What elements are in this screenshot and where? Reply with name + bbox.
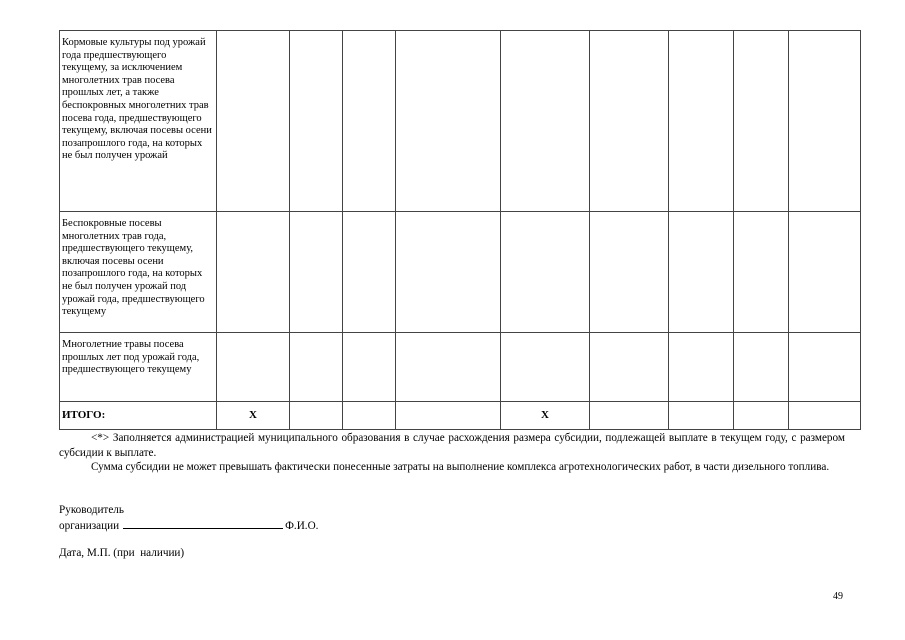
date-line: Дата, М.П. (при наличии) <box>59 547 185 559</box>
signer-title-line2: организации <box>59 519 120 532</box>
table-cell <box>343 212 396 333</box>
table-cell <box>590 212 669 333</box>
table-cell <box>501 333 590 402</box>
signer-title-line1: Руководитель <box>59 504 124 516</box>
table-cell <box>396 31 501 212</box>
subsidy-limit-note: Сумма субсидии не может превышать фактически понесенные затраты на выполнение комплекса агротехнологических работ, в части дизельного топлива. <box>91 461 830 473</box>
subsidy-table <box>59 30 861 430</box>
total-cell: Х <box>217 402 290 430</box>
total-row <box>60 402 861 430</box>
table-cell <box>217 212 290 333</box>
row-label: Многолетние травы посева прошлых лет под урожай года, предшествующего текущему <box>60 333 217 402</box>
table-cell <box>217 31 290 212</box>
table-cell <box>396 333 501 402</box>
row-label: Кормовые культуры под урожай года предшествующего текущему, за исключением многолетних трав посева прошлых лет, а также беспокровных многолетних трав посева года, предшествующего текущему, включая посевы осени позапрошлого года, на которых не был получен урожай <box>60 31 217 212</box>
table-cell <box>734 212 789 333</box>
total-cell <box>343 402 396 430</box>
table-cell <box>734 31 789 212</box>
table-cell <box>217 333 290 402</box>
table-cell <box>343 31 396 212</box>
total-cell <box>734 402 789 430</box>
signature-block <box>59 503 318 533</box>
page-number: 49 <box>833 591 843 602</box>
table-cell <box>789 31 861 212</box>
total-cell <box>789 402 861 430</box>
table-cell <box>290 31 343 212</box>
table-row <box>60 333 861 402</box>
signer-title-line2-row <box>59 518 318 534</box>
table-cell <box>290 212 343 333</box>
table-cell <box>590 31 669 212</box>
table-cell <box>669 212 734 333</box>
table-cell <box>734 333 789 402</box>
total-cell <box>396 402 501 430</box>
signature-line <box>123 518 283 529</box>
total-label: ИТОГО: <box>60 402 217 430</box>
table-row <box>60 212 861 333</box>
total-cell <box>669 402 734 430</box>
table-cell <box>343 333 396 402</box>
total-cell: Х <box>501 402 590 430</box>
table-row <box>60 31 861 212</box>
total-cell <box>590 402 669 430</box>
table-cell <box>669 31 734 212</box>
table-cell <box>396 212 501 333</box>
table-cell <box>501 212 590 333</box>
row-label: Беспокровные посевы многолетних трав года, предшествующего текущему, включая посевы осени позапрошлого года, на которых не был получен урожай под урожай года, предшествующего текущему <box>60 212 217 333</box>
name-label: Ф.И.О. <box>285 519 319 532</box>
table-cell <box>669 333 734 402</box>
table-cell <box>290 333 343 402</box>
table-cell <box>590 333 669 402</box>
footnote-text: <*> Заполняется администрацией муниципального образования в случае расхождения размера субсидии, подлежащей выплате в текущем году, с размером субсидии к выплате. <box>59 432 845 459</box>
table-cell <box>789 333 861 402</box>
table-cell <box>501 31 590 212</box>
total-cell <box>290 402 343 430</box>
notes-section <box>59 431 845 475</box>
table-cell <box>789 212 861 333</box>
